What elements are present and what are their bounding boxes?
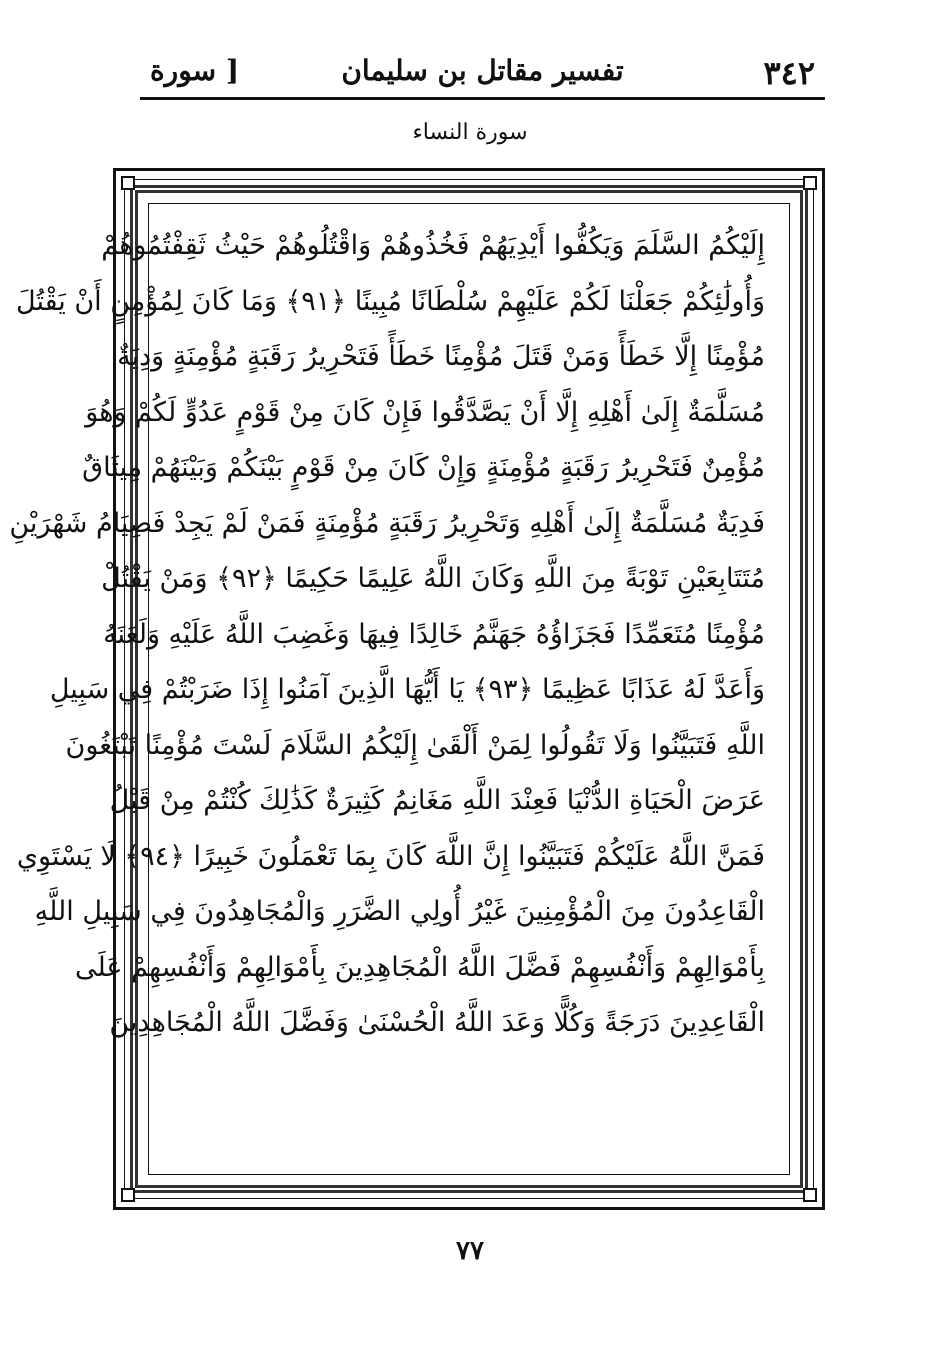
page-header	[140, 40, 825, 100]
text-line: بِأَمْوَالِهِمْ وَأَنْفُسِهِمْ فَضَّلَ اللَّهُ الْمُجَاهِدِينَ بِأَمْوَالِهِمْ وَأَنْفُسِهِمْ عَلَى	[74, 951, 765, 983]
book-title: تفسير مقاتل بن سليمان	[341, 54, 624, 87]
frame-corner-top-left	[121, 176, 135, 190]
text-line: مُؤْمِنٌ فَتَحْرِيرُ رَقَبَةٍ مُؤْمِنَةٍ وَإِنْ كَانَ مِنْ قَوْمٍ بَيْنَكُمْ وَبَيْنَهُمْ مِيثَاقٌ	[82, 452, 765, 483]
frame-corner-bottom-left	[121, 1188, 135, 1202]
text-line: فَدِيَةٌ مُسَلَّمَةٌ إِلَىٰ أَهْلِهِ وَتَحْرِيرُ رَقَبَةٍ مُؤْمِنَةٍ فَمَنْ لَمْ يَجِدْ فَصِيَامُ شَهْرَيْنِ	[9, 507, 765, 539]
text-line: الْقَاعِدِينَ دَرَجَةً وَكُلًّا وَعَدَ اللَّهُ الْحُسْنَىٰ وَفَضَّلَ اللَّهُ الْمُجَاهِدِينَ	[109, 1007, 765, 1038]
frame-corner-bottom-right	[803, 1188, 817, 1202]
text-line: الْقَاعِدُونَ مِنَ الْمُؤْمِنِينَ غَيْرُ أُولِي الضَّرَرِ وَالْمُجَاهِدُونَ فِي سَبِيلِ اللَّهِ	[34, 896, 765, 927]
surah-label: [ سورة	[150, 54, 240, 87]
quran-text-block	[9, 218, 765, 1051]
text-line: مُتَتَابِعَيْنِ تَوْبَةً مِنَ اللَّهِ وَكَانَ اللَّهُ عَلِيمًا حَكِيمًا ﴿٩٢﴾ وَمَنْ يَقْتُلْ	[101, 563, 765, 594]
surah-subtitle: سورة النساء	[412, 120, 528, 145]
page-number: ٣٤٢	[763, 54, 815, 92]
text-line: فَمَنَّ اللَّهُ عَلَيْكُمْ فَتَبَيَّنُوا إِنَّ اللَّهَ كَانَ بِمَا تَعْمَلُونَ خَبِيرًا ﴿٩٤﴾ لَا يَسْتَوِي	[16, 840, 765, 872]
header-rule	[140, 97, 825, 100]
text-line: مُؤْمِنًا إِلَّا خَطَأً وَمَنْ قَتَلَ مُؤْمِنًا خَطَأً فَتَحْرِيرُ رَقَبَةٍ مُؤْمِنَةٍ وَدِيَةٌ	[117, 341, 765, 372]
text-line: وَأَعَدَّ لَهُ عَذَابًا عَظِيمًا ﴿٩٣﴾ يَا أَيُّهَا الَّذِينَ آمَنُوا إِذَا ضَرَبْتُمْ فِي سَبِيلِ	[49, 674, 765, 705]
text-line: إِلَيْكُمُ السَّلَمَ وَيَكُفُّوا أَيْدِيَهُمْ فَخُذُوهُمْ وَاقْتُلُوهُمْ حَيْثُ ثَقِفْتُمُوهُمْ	[101, 230, 765, 261]
text-line: اللَّهِ فَتَبَيَّنُوا وَلَا تَقُولُوا لِمَنْ أَلْقَىٰ إِلَيْكُمُ السَّلَامَ لَسْتَ مُؤْمِنًا تَبْتَغُونَ	[65, 729, 765, 761]
frame-corner-top-right	[803, 176, 817, 190]
text-line: مُسَلَّمَةٌ إِلَىٰ أَهْلِهِ إِلَّا أَنْ يَصَّدَّقُوا فَإِنْ كَانَ مِنْ قَوْمٍ عَدُوٍّ لَكُمْ وَهُوَ	[85, 396, 765, 428]
text-line: مُؤْمِنًا مُتَعَمِّدًا فَجَزَاؤُهُ جَهَنَّمُ خَالِدًا فِيهَا وَغَضِبَ اللَّهُ عَلَيْهِ وَلَعَنَهُ	[103, 618, 765, 650]
footer-page-number: ٧٧	[456, 1236, 484, 1266]
text-line: وَأُولَٰئِكُمْ جَعَلْنَا لَكُمْ عَلَيْهِمْ سُلْطَانًا مُبِينًا ﴿٩١﴾ وَمَا كَانَ لِمُؤْمِنٍ أَنْ يَقْتُلَ	[16, 285, 765, 317]
text-line: عَرَضَ الْحَيَاةِ الدُّنْيَا فَعِنْدَ اللَّهِ مَغَانِمُ كَثِيرَةٌ كَذَٰلِكَ كُنْتُمْ مِنْ قَبْلُ	[109, 785, 765, 816]
